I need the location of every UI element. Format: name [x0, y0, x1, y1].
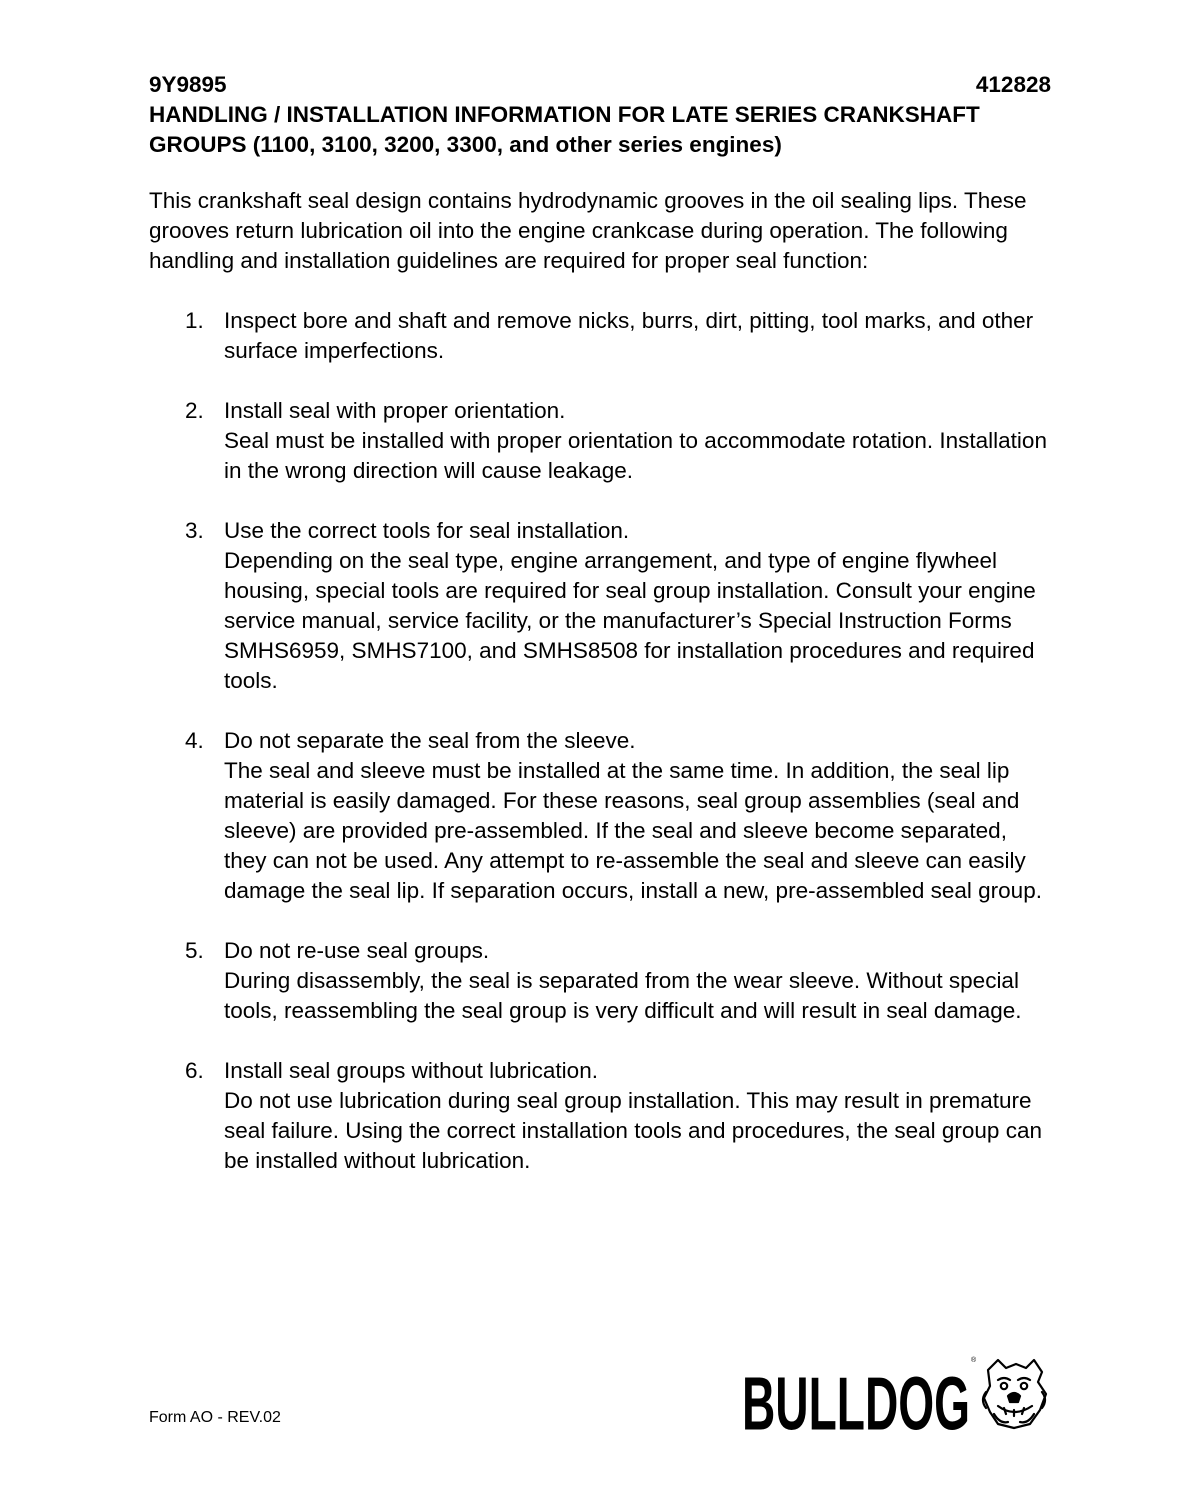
- bulldog-mascot-icon: [983, 1360, 1046, 1428]
- part-number: 9Y9895: [149, 72, 227, 97]
- step-title: Use the correct tools for seal installation.: [224, 518, 630, 543]
- doc-number: 412828: [975, 72, 1051, 97]
- intro-paragraph: This crankshaft seal design contains hydrodynamic grooves in the oil sealing lips. These grooves return lubrication oil into the engine crankcase during operation. The following handling and installation guidelines are required for proper seal function:: [149, 188, 1027, 273]
- step-title: Install seal with proper orientation.: [224, 398, 566, 423]
- list-item: [149, 516, 1051, 696]
- list-item: [149, 936, 1051, 1026]
- step-body: Do not use lubrication during seal group installation. This may result in premature seal failure. Using the correct installation tools and procedures, the seal group can be installed without lubrication.: [224, 1088, 1042, 1173]
- step-body: The seal and sleeve must be installed at the same time. In addition, the seal lip material is easily damaged. For these reasons, seal group assemblies (seal and sleeve) are provided pre-assembled. If the seal and sleeve become separated, they can not be used. Any attempt to re-assemble the seal and sleeve can easily damage the seal lip. If separation occurs, install a new, pre-assembled seal group.: [224, 758, 1042, 903]
- logo-wordmark: BULLDOG: [742, 1361, 970, 1432]
- form-code: Form AO - REV.02: [149, 1409, 281, 1426]
- bulldog-logo: [742, 1352, 1052, 1432]
- step-number: 6.: [185, 1058, 204, 1083]
- step-body: Depending on the seal type, engine arrangement, and type of engine flywheel housing, special tools are required for seal group installation. Consult your engine service manual, service facility, or the manufacturer’s Special Instruction Forms SMHS6959, SMHS7100, and SMHS8508 for installation procedures and required tools.: [224, 548, 1036, 693]
- step-number: 3.: [185, 518, 204, 543]
- step-number: 4.: [185, 728, 204, 753]
- document-page: [149, 70, 1051, 1206]
- list-item: [149, 396, 1051, 486]
- step-body: During disassembly, the seal is separated from the wear sleeve. Without special tools, reassembling the seal group is very difficult and will result in seal damage.: [224, 968, 1022, 1023]
- step-number: 2.: [185, 398, 204, 423]
- step-body: Seal must be installed with proper orientation to accommodate rotation. Installation in the wrong direction will cause leakage.: [224, 428, 1047, 483]
- list-item: [149, 306, 1051, 366]
- step-title: Install seal groups without lubrication.: [224, 1058, 598, 1083]
- registered-mark: ®: [971, 1357, 977, 1364]
- list-item: [149, 726, 1051, 906]
- step-number: 1.: [185, 308, 204, 333]
- header-row: [149, 70, 1051, 100]
- step-title: Do not separate the seal from the sleeve.: [224, 728, 636, 753]
- step-title: Do not re-use seal groups.: [224, 938, 490, 963]
- list-item: [149, 1056, 1051, 1176]
- step-title: Inspect bore and shaft and remove nicks, burrs, dirt, pitting, tool marks, and other surface imperfections.: [224, 308, 1034, 363]
- instruction-list: [149, 306, 1051, 1176]
- step-number: 5.: [185, 938, 204, 963]
- document-title: HANDLING / INSTALLATION INFORMATION FOR LATE SERIES CRANKSHAFT GROUPS (1100, 3100, 3200, 3300, and other series engines): [149, 102, 980, 157]
